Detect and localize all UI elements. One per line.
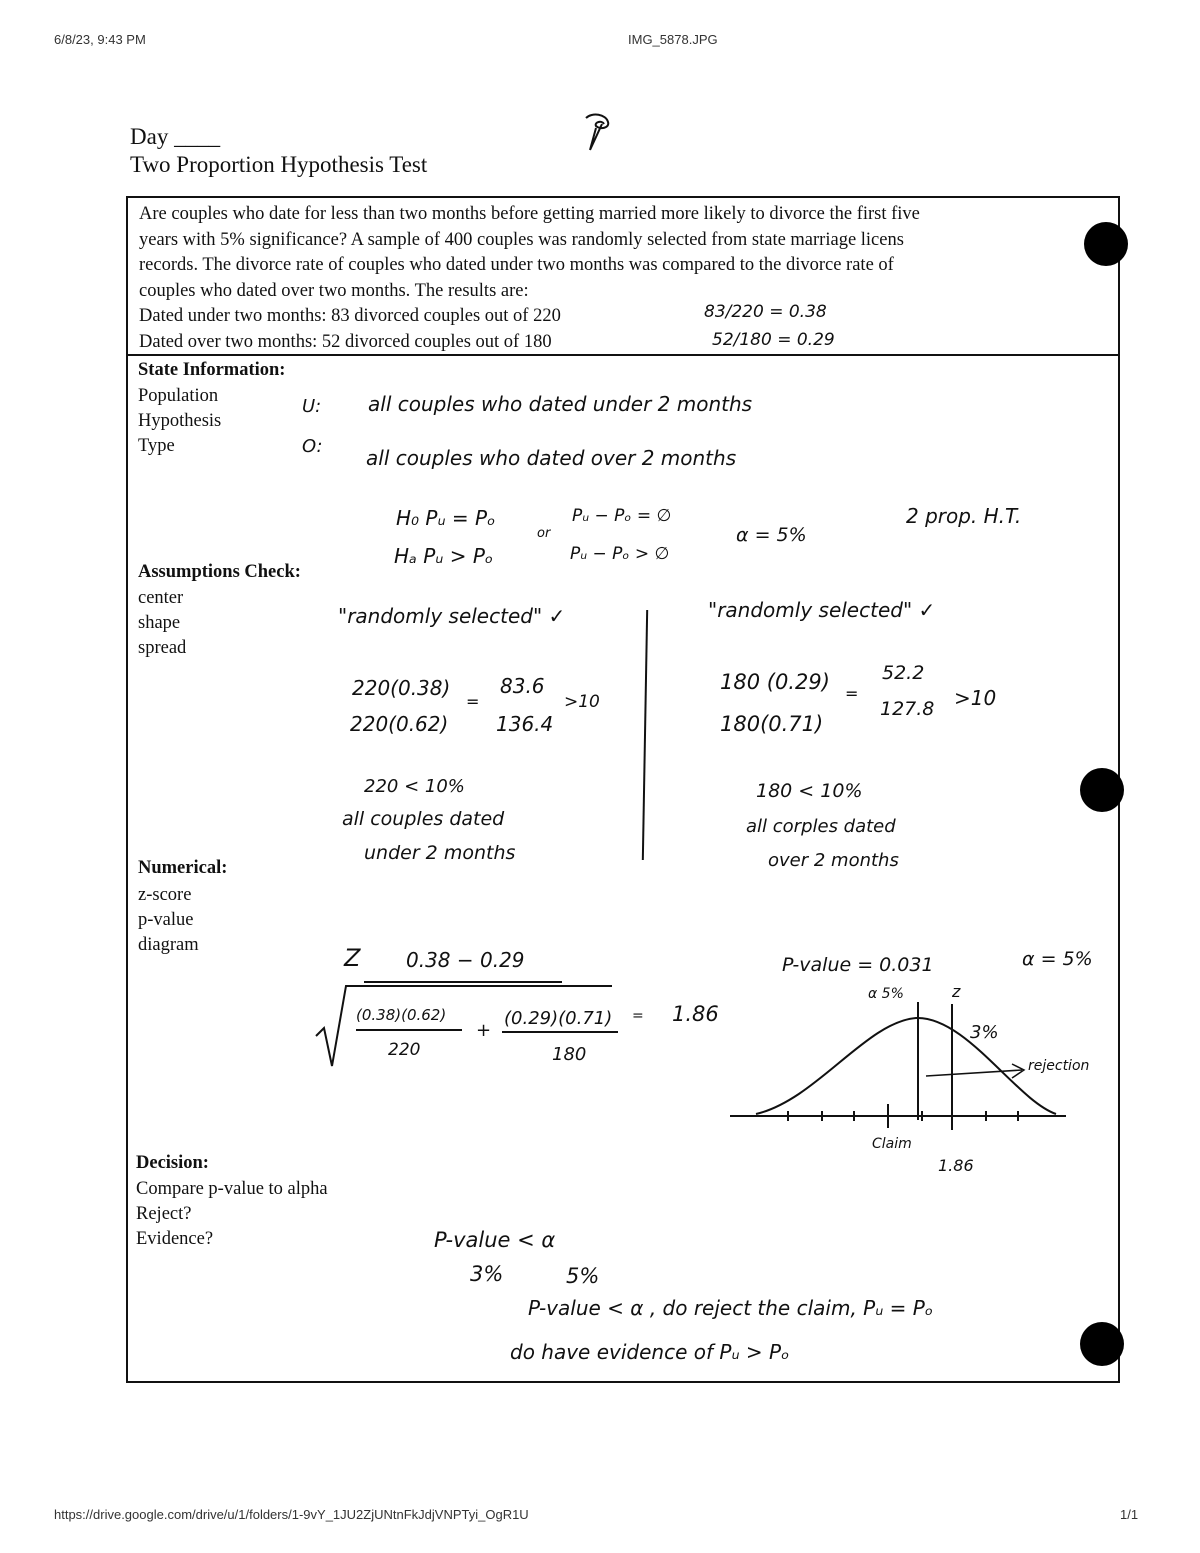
decision-heading: Decision: — [136, 1153, 209, 1173]
assumptions-items — [138, 586, 186, 661]
problem-line: Are couples who date for less than two months before getting married more likely to divorce the first five — [139, 204, 920, 224]
z-fraction-2-top: (0.29)(0.71) — [504, 1008, 613, 1029]
decision-3-percent: 3% — [470, 1262, 504, 1286]
calc-left-equals: = — [466, 692, 480, 711]
label-population: Population — [138, 386, 219, 406]
label-evidence: Evidence? — [136, 1229, 214, 1249]
z-plus: + — [476, 1020, 492, 1041]
diagram-3-percent: 3% — [970, 1022, 999, 1043]
result-left-1: 83.6 — [500, 674, 545, 698]
label-hypothesis: Hypothesis — [138, 411, 222, 431]
binder-hole-icon — [1084, 222, 1128, 266]
random-left: "randomly selected" ✓ — [338, 604, 566, 628]
result-right-1: 52.2 — [882, 662, 925, 684]
u-population: all couples who dated under 2 months — [368, 392, 753, 416]
z-numerator: 0.38 − 0.29 — [406, 948, 525, 972]
diagram-alpha: α 5% — [868, 986, 904, 1002]
ten-percent-left-pop-2: under 2 months — [364, 842, 516, 864]
problem-statement — [139, 202, 1114, 355]
alternative-hypothesis-alt: Pᵤ − Pₒ > ∅ — [570, 544, 670, 564]
alpha-level: α = 5% — [736, 524, 807, 546]
z-fraction-1-top: (0.38)(0.62) — [356, 1006, 447, 1024]
alternative-hypothesis: Hₐ Pᵤ > Pₒ — [394, 544, 494, 568]
print-timestamp: 6/8/23, 9:43 PM — [54, 32, 146, 47]
normal-curve-diagram — [726, 990, 1071, 1130]
p-value-text: P-value = 0.031 — [782, 954, 934, 976]
o-label: O: — [302, 436, 323, 457]
binder-hole-icon — [1080, 768, 1124, 812]
label-type: Type — [138, 436, 175, 456]
u-label: U: — [302, 396, 322, 417]
problem-line: Dated over two months: 52 divorced couples out of 180 — [139, 331, 552, 352]
ten-percent-left: 220 < 10% — [364, 776, 465, 797]
state-information-items — [138, 384, 221, 459]
doodle-icon — [578, 110, 618, 158]
day-label: Day ____ — [130, 124, 221, 149]
numerical-items — [138, 883, 199, 958]
result-right-2: 127.8 — [880, 698, 935, 720]
z-fraction-1-bottom: 220 — [388, 1040, 421, 1060]
or-text: or — [537, 526, 551, 541]
state-information-heading: State Information: — [138, 360, 286, 380]
z-fraction-2-bottom: 180 — [552, 1044, 587, 1065]
problem-line: couples who dated over two months. The results are: — [139, 280, 529, 301]
label-p-value: p-value — [138, 910, 194, 930]
decision-comparison: P-value < α — [434, 1228, 556, 1252]
diagram-z-value: 1.86 — [938, 1156, 974, 1175]
label-spread: spread — [138, 638, 187, 658]
problem-line: Dated under two months: 83 divorced couples out of 220 — [139, 306, 561, 326]
print-filename: IMG_5878.JPG — [628, 32, 718, 47]
ten-percent-right-pop-1: all corples dated — [746, 816, 896, 837]
numerical-heading: Numerical: — [138, 858, 228, 878]
null-hypothesis: H₀ Pᵤ = Pₒ — [396, 506, 496, 530]
decision-sentence-2: do have evidence of Pᵤ > Pₒ — [510, 1340, 790, 1364]
problem-line: years with 5% significance? A sample of 400 couples was randomly selected from state marriage licens — [139, 229, 904, 250]
problem-line: records. The divorce rate of couples who dated under two months was compared to the divorce rate of — [139, 255, 894, 275]
gt-left: >10 — [564, 692, 600, 712]
null-hypothesis-alt: Pᵤ − Pₒ = ∅ — [572, 506, 672, 526]
print-url[interactable]: https://drive.google.com/drive/u/1/folders/1-9vY_1JU2ZjUNtnFkJdjVNPTyi_OgR1U — [54, 1507, 529, 1522]
z-equals: = — [632, 1008, 644, 1024]
assumptions-heading: Assumptions Check: — [138, 562, 301, 582]
decision-items — [136, 1177, 328, 1252]
diagram-z: z — [952, 982, 961, 1001]
z-label: Z — [344, 944, 361, 972]
gt-right: >10 — [954, 686, 997, 710]
label-center: center — [138, 588, 184, 608]
label-diagram: diagram — [138, 935, 199, 955]
alpha-level-2: α = 5% — [1022, 948, 1093, 970]
o-population: all couples who dated over 2 months — [366, 446, 737, 470]
random-right: "randomly selected" ✓ — [708, 598, 936, 622]
diagram-claim: Claim — [872, 1136, 912, 1152]
z-value: 1.86 — [672, 1002, 719, 1026]
diagram-rejection: rejection — [1028, 1058, 1090, 1074]
label-shape: shape — [138, 613, 181, 633]
calc-left-1: 220(0.38) — [352, 676, 451, 700]
print-page-number: 1/1 — [1120, 1507, 1139, 1522]
calc-right-equals: = — [845, 684, 859, 703]
test-type: 2 prop. H.T. — [906, 504, 1022, 528]
calc-right-2: 180(0.71) — [720, 712, 824, 736]
label-compare: Compare p-value to alpha — [136, 1179, 328, 1199]
calc-left-2: 220(0.62) — [350, 712, 449, 736]
decision-5-percent: 5% — [566, 1264, 600, 1288]
ten-percent-left-pop-1: all couples dated — [342, 808, 505, 830]
ten-percent-right-pop-2: over 2 months — [768, 850, 899, 871]
result-left-2: 136.4 — [496, 712, 554, 736]
label-z-score: z-score — [138, 885, 192, 905]
ratio-over: 52/180 = 0.29 — [712, 330, 835, 350]
decision-sentence-1: P-value < α , do reject the claim, Pᵤ = Pₒ — [528, 1296, 934, 1320]
label-reject: Reject? — [136, 1204, 192, 1224]
calc-right-1: 180 (0.29) — [720, 670, 830, 694]
binder-hole-icon — [1080, 1322, 1124, 1366]
ratio-under: 83/220 = 0.38 — [704, 302, 827, 322]
worksheet-title: Two Proportion Hypothesis Test — [130, 152, 428, 177]
ten-percent-right: 180 < 10% — [756, 780, 863, 802]
